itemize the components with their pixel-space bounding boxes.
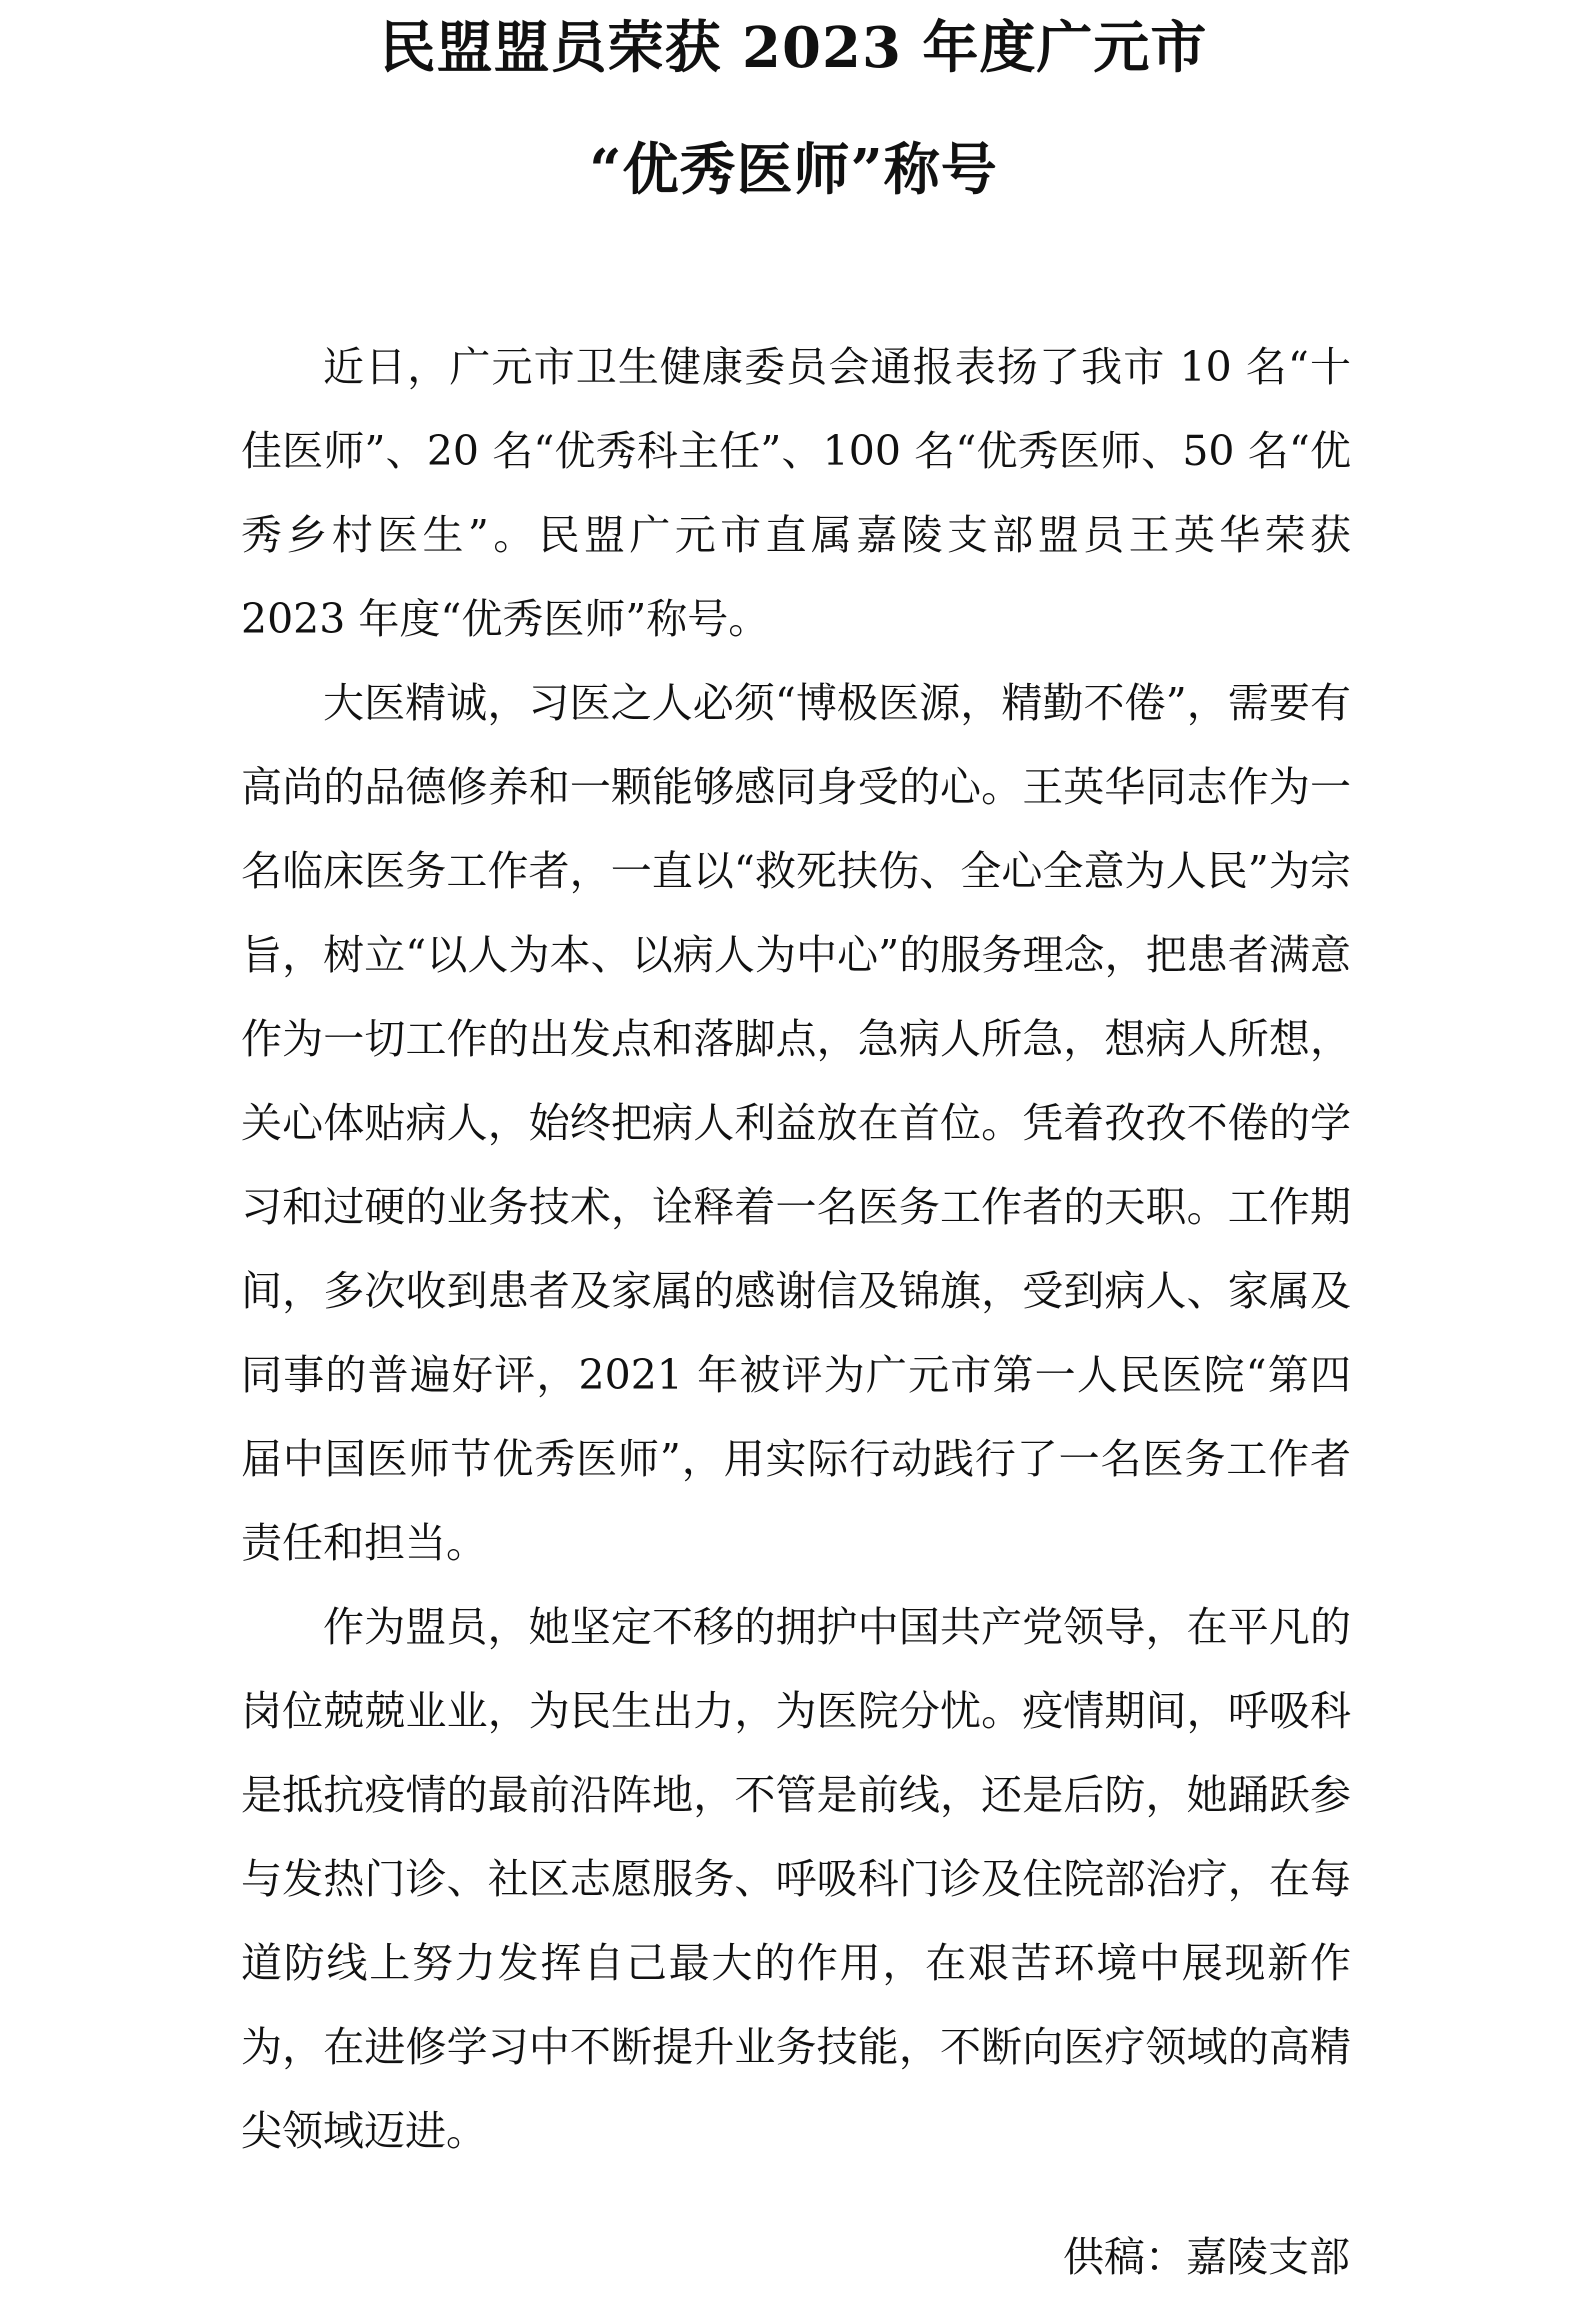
- article-body: [241, 325, 1351, 2173]
- article-paragraph: 作为盟员，她坚定不移的拥护中国共产党领导，在平凡的岗位兢兢业业，为民生出力，为医院分忧。疫情期间，呼吸科是抵抗疫情的最前沿阵地，不管是前线，还是后防，她踊跃参与发热门诊、社区志愿服务、呼吸科门诊及住院部治疗，在每道防线上努力发挥自己最大的作用，在艰苦环境中展现新作为，在进修学习中不断提升业务技能，不断向医疗领域的高精尖领域迈进。: [241, 1603, 1351, 2155]
- article-paragraph: 近日，广元市卫生健康委员会通报表扬了我市 10 名“十佳医师”、20 名“优秀科主任”、100 名“优秀医师、50 名“优秀乡村医生”。民盟广元市直属嘉陵支部盟员王英华荣获 2023 年度“优秀医师”称号。: [241, 343, 1351, 643]
- article-title-line-2: “优秀医师”称号: [589, 137, 998, 203]
- article-credit: 供稿：嘉陵支部: [1063, 2233, 1350, 2281]
- article-paragraph: 大医精诚，习医之人必须“博极医源，精勤不倦”，需要有高尚的品德修养和一颗能够感同身受的心。王英华同志作为一名临床医务工作者，一直以“救死扶伤、全心全意为人民”为宗旨，树立“以人为本、以病人为中心”的服务理念，把患者满意作为一切工作的出发点和落脚点，急病人所急，想病人所想，关心体贴病人，始终把病人利益放在首位。凭着孜孜不倦的学习和过硬的业务技术，诠释着一名医务工作者的天职。工作期间，多次收到患者及家属的感谢信及锦旗，受到病人、家属及同事的普遍好评，2021 年被评为广元市第一人民医院“第四届中国医师节优秀医师”，用实际行动践行了一名医务工作者责任和担当。: [241, 679, 1351, 1567]
- article-title-line-1: 民盟盟员荣获 2023 年度广元市: [379, 15, 1208, 81]
